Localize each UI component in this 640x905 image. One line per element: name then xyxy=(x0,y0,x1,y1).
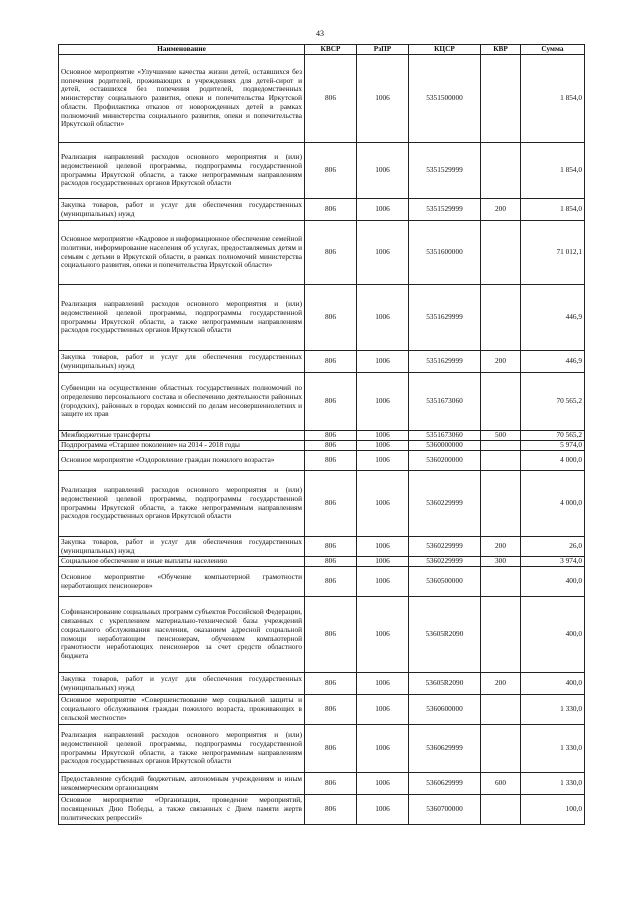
cell-kcsr: 53605R2090 xyxy=(409,597,481,673)
cell-kvr xyxy=(481,795,521,825)
cell-kcsr: 5360700000 xyxy=(409,795,481,825)
cell-kvsr: 806 xyxy=(305,597,357,673)
cell-kvr xyxy=(481,451,521,471)
cell-rzpr: 1006 xyxy=(357,725,409,773)
cell-sum: 26,0 xyxy=(521,537,585,557)
cell-rzpr: 1006 xyxy=(357,597,409,673)
cell-kcsr: 5351529999 xyxy=(409,143,481,199)
table-row xyxy=(59,285,585,351)
cell-name: Реализация направлений расходов основного мероприятия и (или) ведомственной целевой программы, подпрограммы государственной программы Иркутской области, а также непрограммным направлениям расходов государственных органов Иркутской области xyxy=(59,143,305,199)
cell-kvsr: 806 xyxy=(305,567,357,597)
table-row xyxy=(59,673,585,695)
table-row xyxy=(59,557,585,567)
cell-name: Предоставление субсидий бюджетным, автономным учреждениям и иным некоммерческим организациям xyxy=(59,773,305,795)
table-row xyxy=(59,221,585,285)
cell-sum: 70 565,2 xyxy=(521,431,585,441)
table-row xyxy=(59,373,585,431)
cell-name: Подпрограмма «Старшее поколение» на 2014 - 2018 годы xyxy=(59,441,305,451)
cell-kcsr: 5360629999 xyxy=(409,773,481,795)
cell-kcsr: 5360229999 xyxy=(409,537,481,557)
cell-name: Закупка товаров, работ и услуг для обеспечения государственных (муниципальных) нужд xyxy=(59,537,305,557)
cell-name: Основное мероприятие «Улучшение качества жизни детей, оставшихся без попечения родителей, проживающих в учреждениях для детей-сирот и детей, оставшихся без попечения родителей, подведомственных министерству социального развития, опеки и попечительства Иркутской области. Профилактика отказов от новорожденных детей в рамках полномочий министерства социального развития, опеки и попечительства Иркутской области» xyxy=(59,55,305,143)
budget-table xyxy=(58,44,585,825)
cell-kvr xyxy=(481,143,521,199)
cell-kvr xyxy=(481,597,521,673)
cell-name: Основное мероприятие «Обучение компьютерной грамотности неработающих пенсионеров» xyxy=(59,567,305,597)
cell-kvr: 600 xyxy=(481,773,521,795)
cell-kvr xyxy=(481,695,521,725)
cell-kvr xyxy=(481,567,521,597)
cell-kvsr: 806 xyxy=(305,441,357,451)
cell-kvsr: 806 xyxy=(305,143,357,199)
cell-kvsr: 806 xyxy=(305,221,357,285)
cell-rzpr: 1006 xyxy=(357,451,409,471)
cell-kcsr: 53605R2090 xyxy=(409,673,481,695)
cell-rzpr: 1006 xyxy=(357,221,409,285)
table-row xyxy=(59,431,585,441)
cell-rzpr: 1006 xyxy=(357,773,409,795)
cell-rzpr: 1006 xyxy=(357,795,409,825)
cell-kcsr: 5360629999 xyxy=(409,725,481,773)
cell-sum: 4 000,0 xyxy=(521,471,585,537)
table-row xyxy=(59,567,585,597)
cell-rzpr: 1006 xyxy=(357,471,409,537)
cell-kcsr: 5360500000 xyxy=(409,567,481,597)
cell-kvsr: 806 xyxy=(305,55,357,143)
header-rzpr: РзПР xyxy=(357,45,409,55)
header-name: Наименование xyxy=(59,45,305,55)
cell-rzpr: 1006 xyxy=(357,143,409,199)
cell-kvsr: 806 xyxy=(305,451,357,471)
table-row xyxy=(59,695,585,725)
cell-sum: 1 330,0 xyxy=(521,725,585,773)
cell-kcsr: 5360229999 xyxy=(409,557,481,567)
table-row xyxy=(59,55,585,143)
cell-name: Закупка товаров, работ и услуг для обеспечения государственных (муниципальных) нужд xyxy=(59,351,305,373)
cell-kcsr: 5351673060 xyxy=(409,373,481,431)
table-row xyxy=(59,441,585,451)
cell-name: Субвенции на осуществление областных государственных полномочий по определению персонального состава и обеспечению деятельности районных (городских), районных в городах комиссий по делам несовершеннолетних и защите их прав xyxy=(59,373,305,431)
cell-kcsr: 5360000000 xyxy=(409,441,481,451)
table-header-row xyxy=(59,45,585,55)
cell-sum: 1 330,0 xyxy=(521,695,585,725)
cell-kvr: 200 xyxy=(481,673,521,695)
cell-sum: 1 330,0 xyxy=(521,773,585,795)
cell-sum: 400,0 xyxy=(521,673,585,695)
cell-rzpr: 1006 xyxy=(357,695,409,725)
cell-name: Софинансирование социальных программ субъектов Российской Федерации, связанных с укреплением материально-технической базы учреждений социального обслуживания населения, оказанием адресной социальной помощи неработающим пенсионерам, обучением компьютерной грамотности неработающих пенсионеров за счет средств областного бюджета xyxy=(59,597,305,673)
cell-sum: 71 012,1 xyxy=(521,221,585,285)
cell-kvr: 200 xyxy=(481,351,521,373)
cell-kvsr: 806 xyxy=(305,431,357,441)
cell-name: Реализация направлений расходов основного мероприятия и (или) ведомственной целевой программы, подпрограммы государственной программы Иркутской области, а также непрограммным направлениям расходов государственных органов Иркутской области xyxy=(59,285,305,351)
table-row xyxy=(59,199,585,221)
cell-kvr xyxy=(481,55,521,143)
cell-kvr xyxy=(481,373,521,431)
cell-kvsr: 806 xyxy=(305,695,357,725)
cell-sum: 4 000,0 xyxy=(521,451,585,471)
table-row xyxy=(59,451,585,471)
cell-name: Закупка товаров, работ и услуг для обеспечения государственных (муниципальных) нужд xyxy=(59,673,305,695)
header-kvsr: КВСР xyxy=(305,45,357,55)
cell-kvr xyxy=(481,221,521,285)
cell-rzpr: 1006 xyxy=(357,373,409,431)
cell-kvr xyxy=(481,471,521,537)
cell-rzpr: 1006 xyxy=(357,199,409,221)
cell-kvsr: 806 xyxy=(305,773,357,795)
cell-sum: 100,0 xyxy=(521,795,585,825)
cell-sum: 400,0 xyxy=(521,567,585,597)
cell-kvr xyxy=(481,725,521,773)
cell-kvr: 200 xyxy=(481,199,521,221)
header-kvr: КВР xyxy=(481,45,521,55)
cell-name: Основное мероприятие «Организация, проведение мероприятий, посвященных Дню Победы, а также связанных с Днем памяти жертв политических репрессий» xyxy=(59,795,305,825)
cell-kvsr: 806 xyxy=(305,351,357,373)
cell-sum: 446,9 xyxy=(521,351,585,373)
cell-rzpr: 1006 xyxy=(357,351,409,373)
table-row xyxy=(59,143,585,199)
cell-kvsr: 806 xyxy=(305,795,357,825)
cell-kcsr: 5351529999 xyxy=(409,199,481,221)
cell-kvr xyxy=(481,441,521,451)
table-row xyxy=(59,773,585,795)
cell-kcsr: 5351600000 xyxy=(409,221,481,285)
cell-kvsr: 806 xyxy=(305,373,357,431)
header-kcsr: КЦСР xyxy=(409,45,481,55)
cell-sum: 1 854,0 xyxy=(521,199,585,221)
cell-kvsr: 806 xyxy=(305,471,357,537)
cell-kvr: 300 xyxy=(481,557,521,567)
cell-rzpr: 1006 xyxy=(357,567,409,597)
header-sum: Сумма xyxy=(521,45,585,55)
cell-kvsr: 806 xyxy=(305,285,357,351)
cell-kvsr: 806 xyxy=(305,725,357,773)
cell-kvsr: 806 xyxy=(305,557,357,567)
cell-sum: 70 565,2 xyxy=(521,373,585,431)
table-row xyxy=(59,351,585,373)
cell-rzpr: 1006 xyxy=(357,431,409,441)
cell-kvr: 500 xyxy=(481,431,521,441)
cell-name: Реализация направлений расходов основного мероприятия и (или) ведомственной целевой программы, подпрограммы государственной программы Иркутской области, а также непрограммным направлениям расходов государственных органов Иркутской области xyxy=(59,725,305,773)
table-row xyxy=(59,471,585,537)
cell-kvr xyxy=(481,285,521,351)
cell-kcsr: 5351629999 xyxy=(409,351,481,373)
cell-name: Реализация направлений расходов основного мероприятия и (или) ведомственной целевой программы, подпрограммы государственной программы Иркутской области, а также непрограммным направлениям расходов государственных органов Иркутской области xyxy=(59,471,305,537)
cell-name: Основное мероприятие «Кадровое и информационное обеспечение семейной политики, информирование населения об услугах, предоставляемых детям и семьям с детьми в Иркутской области, в рамках полномочий министерства социального развития, опеки и попечительства Иркутской области» xyxy=(59,221,305,285)
cell-rzpr: 1006 xyxy=(357,55,409,143)
cell-sum: 1 854,0 xyxy=(521,55,585,143)
cell-sum: 3 974,0 xyxy=(521,557,585,567)
cell-rzpr: 1006 xyxy=(357,285,409,351)
cell-rzpr: 1006 xyxy=(357,673,409,695)
cell-sum: 446,9 xyxy=(521,285,585,351)
cell-kcsr: 5360600000 xyxy=(409,695,481,725)
table-row xyxy=(59,795,585,825)
table-row xyxy=(59,537,585,557)
cell-kcsr: 5351629999 xyxy=(409,285,481,351)
cell-kcsr: 5360229999 xyxy=(409,471,481,537)
cell-name: Закупка товаров, работ и услуг для обеспечения государственных (муниципальных) нужд xyxy=(59,199,305,221)
cell-name: Социальное обеспечение и иные выплаты населению xyxy=(59,557,305,567)
cell-name: Основное мероприятие «Оздоровление граждан пожилого возраста» xyxy=(59,451,305,471)
cell-sum: 1 854,0 xyxy=(521,143,585,199)
cell-rzpr: 1006 xyxy=(357,441,409,451)
cell-kvsr: 806 xyxy=(305,199,357,221)
cell-sum: 400,0 xyxy=(521,597,585,673)
cell-name: Межбюджетные трансферты xyxy=(59,431,305,441)
cell-kcsr: 5351500000 xyxy=(409,55,481,143)
cell-sum: 5 974,0 xyxy=(521,441,585,451)
cell-kvr: 200 xyxy=(481,537,521,557)
table-row xyxy=(59,597,585,673)
cell-kcsr: 5351673060 xyxy=(409,431,481,441)
page-number: 43 xyxy=(316,29,324,38)
cell-kvsr: 806 xyxy=(305,673,357,695)
table-row xyxy=(59,725,585,773)
cell-rzpr: 1006 xyxy=(357,537,409,557)
cell-kvsr: 806 xyxy=(305,537,357,557)
cell-name: Основное мероприятие «Совершенствование мер социальной защиты и социального обслуживания граждан пожилого возраста, проживающих в сельской местности» xyxy=(59,695,305,725)
cell-kcsr: 5360200000 xyxy=(409,451,481,471)
cell-rzpr: 1006 xyxy=(357,557,409,567)
